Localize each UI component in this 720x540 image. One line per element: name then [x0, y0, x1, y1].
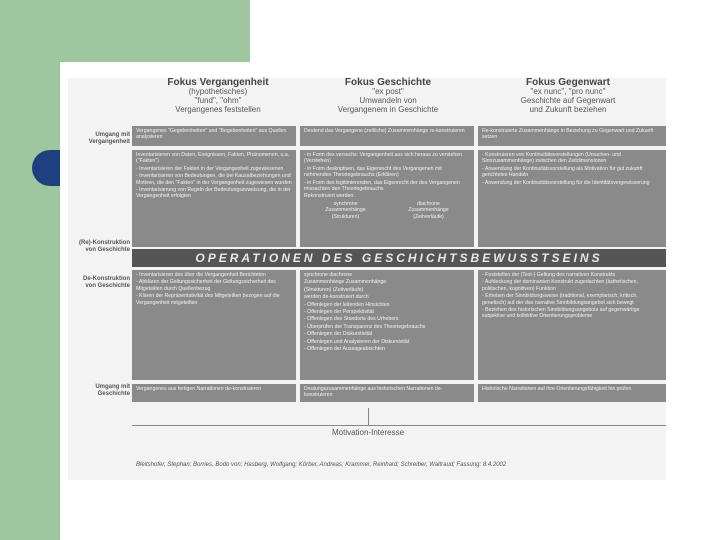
cell-text: - Feststellen der (Text-) Geltung des narrativen Konstrukts	[482, 272, 616, 278]
header-gegenwart	[478, 78, 658, 114]
cell-text: Vergangenes "Gegebenheiten" und "Begebenheiten" aus Quellen analysieren	[136, 128, 287, 141]
cell-text: - Konstruieren von Kontinuitätsvorstellungen (Ursachen- und Sinnzusammenhänge) zwischen den Zeitdimensionen	[482, 152, 621, 165]
cell-text: - Klären der Repräsentativität des Mitgeteilten bezogen auf die Vergangenheit mitgeteilten	[136, 293, 280, 306]
cell-text: synchrone diachrone	[304, 272, 353, 278]
synchrone-label: synchrone Zusammenhänge (Strukturen)	[325, 200, 366, 220]
cell-vergangenheit-dekon	[132, 270, 296, 380]
cell-text: - Inventarisieren von Bedeutungen, die bei Kausalbeziehungen und Motiven, die den "Fakten" in der Vergangenheit zugewiesen wurden	[136, 173, 292, 186]
cell-text: - Inventarisieren des über die Vergangenheit Berichteten	[136, 272, 266, 278]
cell-text: Deutend das Vergangene (zeitliche) Zusammenhänge re-konstruieren	[304, 128, 465, 134]
header-sub: (hypothetisches) "fund", "ohm" Vergangenes feststellen	[175, 87, 261, 114]
cell-vergangenheit-umgang	[132, 126, 296, 146]
cell-text: Zusammenhänge Zusammenhänge	[304, 279, 387, 286]
cell-text: Inventarisieren von Daten, Ereignissen, Fakten, Phänomenen, u.a. ("Fakten")	[136, 152, 290, 165]
cell-text: Deutungszusammenhänge aus historischen Narrationen de-konstruieren	[304, 386, 443, 399]
row-label-umgang-geschichte: Umgang mit Geschichte	[95, 384, 130, 397]
cell-gegenwart-geschichte	[478, 384, 666, 402]
credits: Bleitshofer, Stephan; Borries, Bodo von; Hasberg, Wolfgang; Körber, Andreas; Krammer, Reinhard; Schreiber, Waltraud; Fassung: 8.4.2002	[136, 462, 507, 468]
cell-text: - in Form des legitimierenden, das Eigenrecht der des Vergangenen missachten den Theoriegebrauchs	[304, 179, 460, 193]
header-sub: "ex nunc", "pro nunc" Geschichte auf Gegenwart und Zukunft beziehen	[520, 87, 616, 114]
row-label-umgang-vergangenheit: Umgang mit Vergangenheit	[88, 132, 130, 145]
motivation-line	[132, 425, 666, 426]
cell-text: werden de-konstruiert durch	[304, 294, 369, 301]
cell-text: - Anwendung der Kontinuitätsvorstellung für die Identitätsvergewisserung	[482, 179, 650, 186]
diachrone-label: diachrone Zusammenhänge (Zeitverläufe)	[408, 200, 449, 220]
cell-text: - Aufdeckung der dominanten Konstrukt zugedachten (ästhetischen, politischen, kognitiven) Funktion	[482, 279, 639, 292]
cell-text: - Offenlegen der leitenden Hinsichten	[304, 301, 390, 308]
cell-text: - Offenlegen der Perspektivität	[304, 309, 374, 316]
header-title: Fokus Vergangenheit	[167, 77, 269, 88]
cell-text: - Überprüfen der Transparenz des Theoriegebrauchs	[304, 323, 426, 330]
cell-text: - Inventarisierung von Regeln der Bedeutungszuweisung, die in der Vergangenheit erfolgten	[136, 187, 291, 200]
cell-text: - in Form deskriptiven, das Eigenrecht des Vergangenen mit nehmenden Theoriegebrauchs (Erklären)	[304, 165, 442, 179]
header-geschichte	[308, 78, 468, 114]
cell-text: Rekonstruiert werden:	[304, 193, 355, 200]
cell-geschichte-dekon	[300, 270, 474, 380]
cell-text: - Anwendung der Kontinuitätsvorstellung als Motivation für gut zukunft gerichtetes Handeln	[482, 165, 643, 179]
cell-text: - Erheben der Sinnbildungsweise (traditional, exemplarisch, kritisch, genetisch) auf der das narrative Sinnbildungsangebot sich bewegt	[482, 293, 638, 306]
header-title: Fokus Geschichte	[344, 77, 432, 88]
header-title: Fokus Gegenwart	[526, 77, 610, 88]
cell-text: - Beziehen des historischen Sinnbildungsangebots auf gegenwärtige subjektive und kollektive Orientierungsprobleme	[482, 307, 640, 320]
cell-text: - Offenlegen und Analysieren der Diskursivität	[304, 338, 410, 345]
header-sub: "ex post" Umwandeln von Vergangenem in Geschichte	[337, 87, 439, 114]
cell-geschichte-geschichte	[300, 384, 474, 402]
cell-text: - in Form des versuchs: Vergangenheit aus sich heraus zu verstehen (Verstehen)	[304, 152, 463, 165]
operationen-banner: OPERATIONEN DES GESCHICHTSBEWUSSTSEINS	[132, 249, 666, 267]
cell-text: - Abklären der Geltungssicherheit der Geltungssicherheit des Mitgeteilten durch Quellenbezug	[136, 279, 276, 292]
motivation-arrow	[368, 408, 369, 425]
cell-geschichte-umgang	[300, 126, 474, 146]
cell-text: Re-konstruierte Zusammenhänge in Beziehung zu Gegenwart und Zukunft setzen	[482, 128, 654, 141]
cell-geschichte-rekon	[300, 150, 474, 247]
cell-text: - Offenlegen des Standorts des Urhebers	[304, 316, 399, 323]
motivation-label: Motivation-Interesse	[331, 428, 405, 437]
row-label-rekonstruktion: (Re)-Konstruktion von Geschichte	[79, 240, 130, 253]
cell-vergangenheit-geschichte	[132, 384, 296, 402]
cell-gegenwart-dekon	[478, 270, 666, 380]
cell-text: - Offenlegen der Diskurstivität	[304, 331, 373, 338]
cell-gegenwart-rekon	[478, 150, 666, 247]
cell-gegenwart-umgang	[478, 126, 666, 146]
cell-vergangenheit-rekon	[132, 150, 296, 247]
cell-text: (Strukturen) (Zeitverläufe)	[304, 286, 364, 293]
header-vergangenheit	[138, 78, 298, 114]
cell-text: - Offenlegen der Aussageabsichten	[304, 346, 385, 353]
cell-text: - Inventarisieren der Fakten in der Vergangenheit zugewiesenen	[136, 165, 284, 172]
cell-text: Historische Narrationen auf ihre Orientierungsfähigkeit hin prüfen	[482, 386, 632, 392]
diagram	[68, 78, 666, 480]
row-label-dekonstruktion: De-Konstruktion von Geschichte	[83, 276, 130, 289]
cell-text: Vergangenes aus fertigen Narrationen de-konstruieren	[136, 386, 262, 392]
